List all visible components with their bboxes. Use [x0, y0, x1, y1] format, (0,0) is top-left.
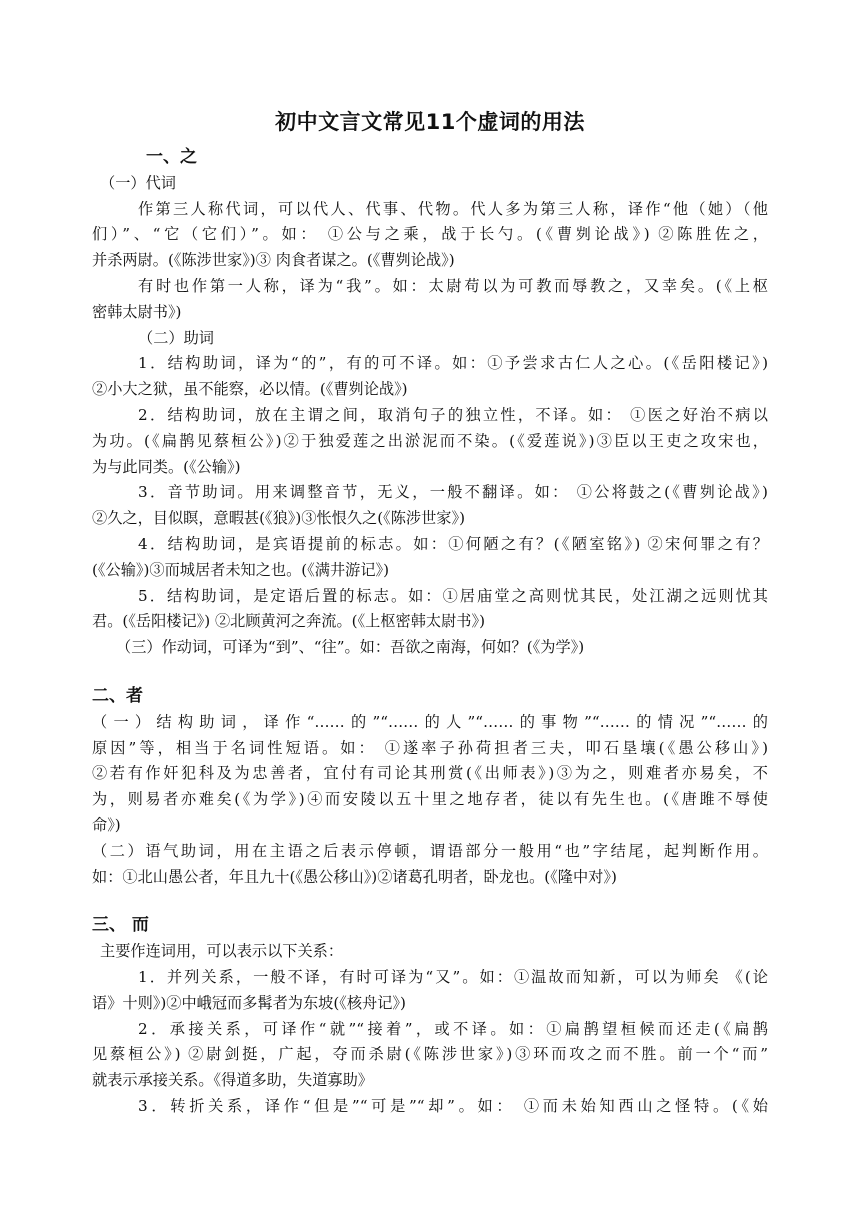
text-line: （二）助词 [138, 328, 214, 347]
text-line: 5．结构助词，是定语后置的标志。如：①居庙堂之高则忧其民，处江湖之远则忧其 [138, 586, 768, 605]
text-line: 2．承接关系，可译作“就”“接着”，或不译。如：①扁鹊望桓候而还走(《扁鹊 [138, 1019, 768, 1038]
spacer [92, 890, 768, 913]
text-line: 并杀两尉。(《陈涉世家》)③ 肉食者谋之。(《曹刿论战》) [92, 251, 455, 270]
text-line: 为，则易者亦难矣(《为学》)④而安陵以五十里之地存者，徒以有先生也。(《唐雎不辱使 [92, 790, 768, 809]
text-line: 3．音节助词。用来调整音节，无义，一般不翻译。如： ①公将鼓之(《曹刿论战》) [138, 483, 768, 502]
document-body [92, 145, 768, 1120]
text-line: 就表示承接关系。《得道多助，失道寡助》 [92, 1071, 373, 1090]
page-title: 初中文言文常见11个虚词的用法 [275, 110, 585, 134]
spacer [92, 661, 768, 684]
text-line: 1．结构助词，译为“的”，有的可不译。如：①予尝求古仁人之心。(《岳阳楼记》) [138, 354, 768, 373]
text-line: 命》) [92, 815, 121, 834]
text-line: 为与此同类。(《公输》) [92, 457, 241, 476]
text-line: （三）作动词，可译为“到”、“往”。如：吾欲之南海，何如？(《为学》) [116, 638, 585, 657]
text-line: （二）语气助词，用在主语之后表示停顿，谓语部分一般用“也”字结尾，起判断作用。 [92, 841, 768, 860]
text-line: 有时也作第一人称，译为“我”。如：太尉苟以为可教而辱教之，又幸矣。(《上枢 [138, 276, 768, 295]
text-line: (《公输》)③而城居者未知之也。(《满井游记》) [92, 560, 390, 579]
text-line: 君。(《岳阳楼记》) ②北顾黄河之奔流。(《上枢密韩太尉书》) [92, 612, 486, 631]
text-line: 见蔡桓公》) ②尉剑挺，广起，夺而杀尉(《陈涉世家》)③环而攻之而不胜。前一个“而” [92, 1045, 768, 1064]
text-line: 主要作连词用，可以表示以下关系： [100, 942, 343, 961]
text-line: （一）结构助词，译作“……的”“……的人”“……的事物”“……的情况”“……的 [92, 712, 768, 731]
section-heading: 三、 而 [92, 915, 149, 936]
text-line: 如：①北山愚公者，年且九十(《愚公移山》)②诸葛孔明者，卧龙也。(《隆中对》) [92, 867, 617, 886]
text-line: 原因”等，相当于名词性短语。如： ①遂率子孙荷担者三夫，叩石垦壤(《愚公移山》) [92, 738, 768, 757]
text-line: 2．结构助词，放在主谓之间，取消句子的独立性，不译。如： ①医之好治不病以 [138, 405, 768, 424]
text-line: 1．并列关系，一般不译，有时可译为“又”。如：①温故而知新，可以为师矣 《(论 [138, 967, 768, 986]
text-line: 3．转折关系，译作“但是”“可是”“却”。如： ①而未始知西山之怪特。(《始 [138, 1096, 768, 1115]
text-line: ②若有作奸犯科及为忠善者，宜付有司论其刑赏(《出师表》)③为之，则难者亦易矣，不 [92, 764, 768, 783]
text-line: ②小大之狱，虽不能察，必以情。(《曹刿论战》) [92, 380, 408, 399]
text-line: 为功。(《扁鹊见蔡桓公》)②于独爱莲之出淤泥而不染。(《爱莲说》)③臣以王吏之攻宋也， [92, 431, 768, 450]
text-line: 们）”、“它（它们）”。如： ①公与之乘，战于长勺。(《曹刿论战》) ②陈胜佐之， [92, 225, 768, 244]
text-line: （一）代词 [100, 173, 176, 192]
text-line: 密韩太尉书》) [92, 302, 182, 321]
text-line: 4．结构助词，是宾语提前的标志。如：①何陋之有？(《陋室铭》) ②宋何罪之有？ [138, 534, 768, 553]
text-line: 作第三人称代词，可以代人、代事、代物。代人多为第三人称，译作“他（她）（他 [138, 199, 768, 218]
text-line: ②久之，目似瞑，意暇甚(《狼》)③怅恨久之(《陈涉世家》) [92, 509, 465, 528]
section-heading: 一、之 [146, 147, 197, 167]
text-line: 语》十则》)②中峨冠而多髯者为东坡(《核舟记》) [92, 993, 406, 1012]
section-heading: 二、者 [92, 685, 143, 706]
